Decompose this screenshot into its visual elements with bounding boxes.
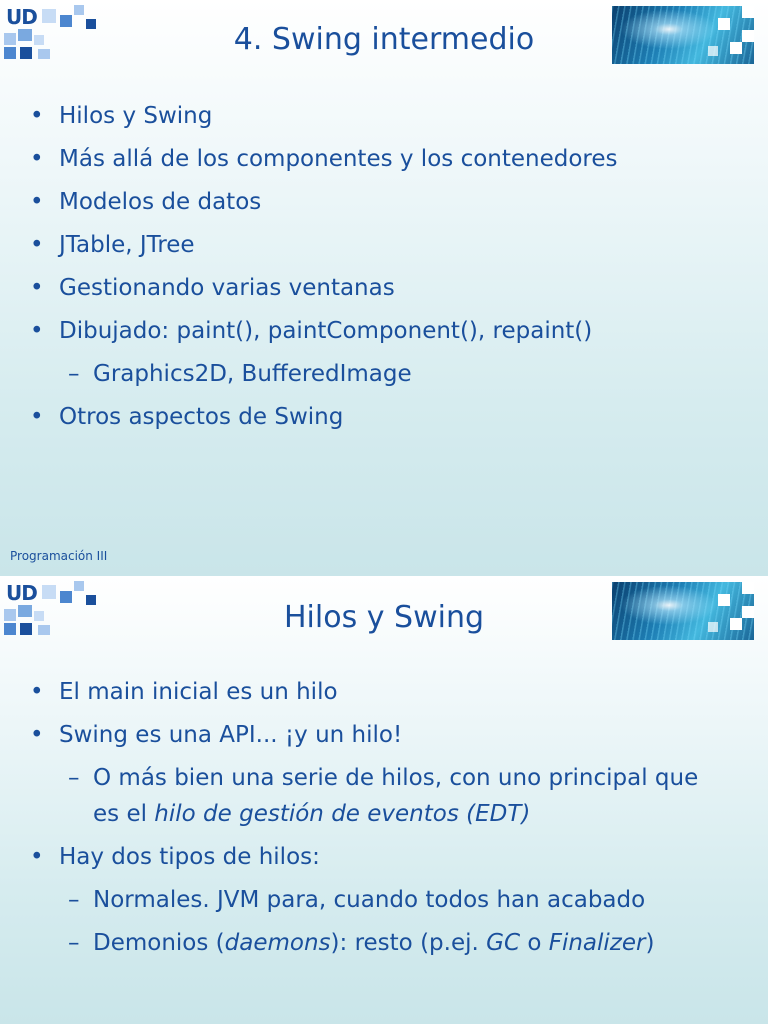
bullet-item: • Swing es una API... ¡y un hilo! (0, 717, 720, 760)
bullet-item: • Más allá de los componentes y los contenedores (0, 141, 618, 184)
bullet-item: • El main inicial es un hilo (0, 674, 720, 717)
sub-bullet-item (0, 925, 720, 968)
bullet-item: • Hay dos tipos de hilos: (0, 839, 720, 882)
sub-bullet-text: ) (645, 930, 655, 956)
bullet-list (0, 674, 720, 968)
sub-bullet-item (0, 760, 720, 839)
logo-text: UD (6, 581, 37, 605)
sub-bullet-item: – Normales. JVM para, cuando todos han acabado (0, 882, 720, 925)
logo-text: UD (6, 5, 37, 29)
sub-bullet-italic-text: hilo de gestión de eventos (EDT) (154, 801, 531, 827)
bullet-item: • Dibujado: paint(), paintComponent(), repaint() (0, 313, 618, 356)
slide-2 (0, 576, 768, 1024)
bullet-list (0, 98, 618, 442)
sub-bullet-text: ): resto (p.ej. (330, 930, 487, 956)
sub-bullet-italic-text: GC (486, 930, 521, 956)
bullet-item: • Hilos y Swing (0, 98, 618, 141)
sub-bullet-item: – Graphics2D, BufferedImage (0, 356, 618, 399)
bullet-item: • Otros aspectos de Swing (0, 399, 618, 442)
sub-bullet-text: Demonios ( (93, 930, 225, 956)
bullet-item: • Gestionando varias ventanas (0, 270, 618, 313)
sub-bullet-italic-text: daemons (224, 930, 331, 956)
sub-bullet-line-2 (93, 796, 720, 832)
sub-bullet-line-1: O más bien una serie de hilos, con uno principal que (93, 765, 699, 791)
sub-bullet-text: o (520, 930, 549, 956)
bullet-item: • Modelos de datos (0, 184, 618, 227)
sub-bullet-text: es el (93, 801, 155, 827)
slide-title: Hilos y Swing (283, 600, 484, 635)
footer-course-name: Programación III (10, 549, 108, 563)
sub-bullet-italic-text: Finalizer (548, 930, 646, 956)
bullet-item: • JTable, JTree (0, 227, 618, 270)
slide-title: 4. Swing intermedio (233, 22, 535, 57)
